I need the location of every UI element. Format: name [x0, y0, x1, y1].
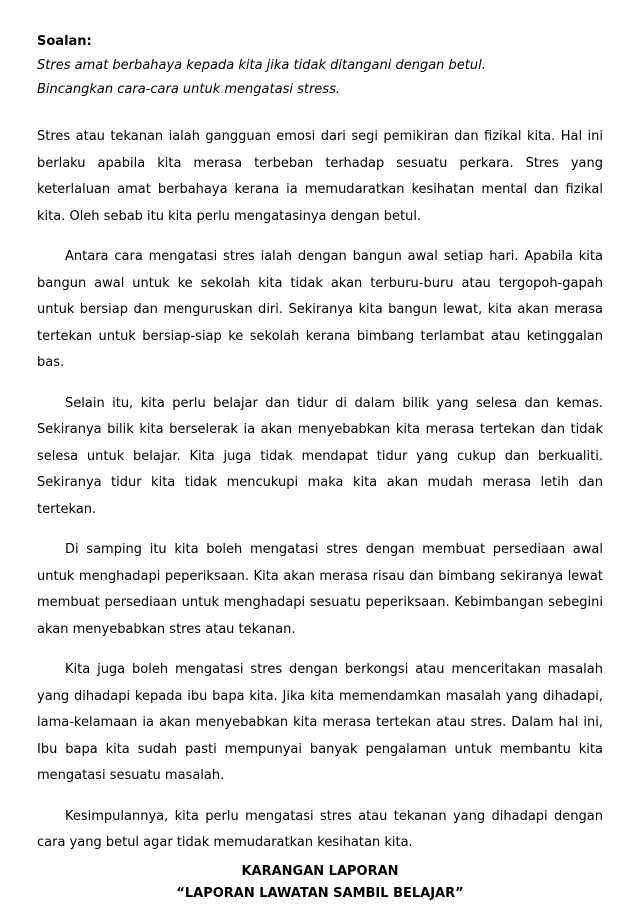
essay-body: [37, 124, 603, 857]
essay-paragraph-point-2: Selain itu, kita perlu belajar dan tidur di dalam bilik yang selesa dan kemas. Sekiranya bilik kita berselerak ia akan menyebabkan kita merasa tertekan dan tidak selesa untuk belajar. Kita juga tidak mendapat tidur yang cukup dan berkualiti. Sekiranya tidur kita tidak mencukupi maka kita akan mudah merasa letih dan tertekan.: [37, 395, 603, 517]
report-subtitle: “LAPORAN LAWATAN SAMBIL BELAJAR”: [176, 885, 464, 901]
question-line-2: Bincangkan cara-cara untuk mengatasi stress.: [37, 82, 340, 97]
essay-paragraph-conclusion: Kesimpulannya, kita perlu mengatasi stres atau tekanan yang dihadapi dengan cara yang betul agar tidak memudaratkan kesihatan kita.: [37, 808, 603, 850]
document-page: [37, 30, 603, 905]
question-heading: Soalan:: [37, 34, 92, 49]
essay-paragraph-point-1: Antara cara mengatasi stres ialah dengan bangun awal setiap hari. Apabila kita bangun awal untuk ke sekolah kita tidak akan terburu-buru atau tergopoh-gapah untuk bersiap dan menguruskan diri. Sekiranya kita bangun lewat, kita akan merasa tertekan untuk bersiap-siap ke sekolah kerana bimbang terlambat atau ketinggalan bas.: [37, 249, 603, 370]
essay-paragraph-introduction: Stres atau tekanan ialah gangguan emosi dari segi pemikiran dan fizikal kita. Hal ini berlaku apabila kita merasa terbeban terhadap sesuatu perkara. Stres yang keterlaluan amat berbahaya kerana ia memudaratkan kesihatan mental dan fizikal kita. Oleh sebab itu kita perlu mengatasinya dengan betul.: [37, 129, 603, 224]
question-block: [37, 30, 603, 102]
question-line-1: Stres amat berbahaya kepada kita jika tidak ditangani dengan betul.: [37, 58, 486, 73]
essay-paragraph-point-4: Kita juga boleh mengatasi stres dengan berkongsi atau menceritakan masalah yang dihadapi kepada ibu bapa kita. Jika kita memendamkan masalah yang dihadapi, lama-kelamaan ia akan menyebabkan kita merasa tertekan atau stres. Dalam hal ini, Ibu bapa kita sudah pasti mempunyai banyak pengalaman untuk membantu kita mengatasi sesuatu masalah.: [37, 662, 603, 783]
essay-paragraph-point-3: Di samping itu kita boleh mengatasi stres dengan membuat persediaan awal untuk menghadapi peperiksaan. Kita akan merasa risau dan bimbang sekiranya lewat membuat persediaan untuk menghadapi sesuatu peperiksaan. Kebimbangan sebegini akan menyebabkan stres atau tekanan.: [37, 542, 603, 637]
report-title: KARANGAN LAPORAN: [241, 863, 399, 879]
report-title-block: [37, 861, 603, 905]
